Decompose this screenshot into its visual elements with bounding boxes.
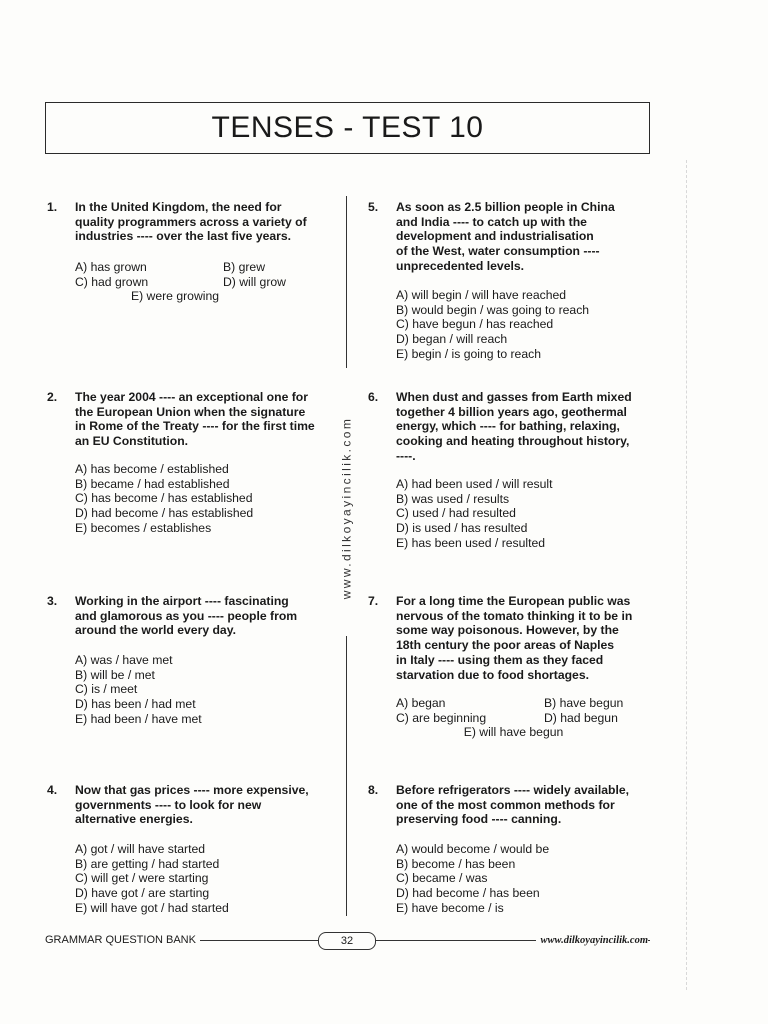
- page-title: TENSES - TEST 10: [211, 111, 484, 144]
- options-grid: [75, 260, 315, 304]
- option-d[interactable]: D) began / will reach: [396, 332, 508, 347]
- footer-book-title: GRAMMAR QUESTION BANK: [45, 934, 200, 946]
- option-d[interactable]: D) is used / has resulted: [396, 521, 528, 536]
- option-d[interactable]: D) had become / has established: [75, 506, 254, 521]
- question-number: 4.: [47, 783, 58, 797]
- page-number: 32: [318, 932, 376, 950]
- options-list: [75, 462, 253, 535]
- option-a[interactable]: A) had been used / will result: [396, 477, 553, 491]
- question-stem: Working in the airport ---- fascinating and glamorous as you ---- people from around the world every day.: [75, 594, 298, 638]
- title-box: [45, 102, 650, 154]
- question-stem: For a long time the European public was nervous of the tomato thinking it to be in some way poisonous. However, by the 18th century the poor areas of Naples in Italy ---- using them as they faced starvation due to food shortages.: [396, 594, 633, 682]
- question-stem: Before refrigerators ---- widely available, one of the most common methods for preserving food ---- canning.: [396, 783, 629, 827]
- option-e[interactable]: E) have become / is: [396, 900, 504, 915]
- option-d[interactable]: D) has been / had met: [75, 697, 196, 712]
- option-a[interactable]: A) got / will have started: [75, 842, 206, 856]
- question-number: 2.: [47, 390, 58, 404]
- option-b[interactable]: B) would begin / was going to reach: [396, 302, 590, 317]
- question-stem: When dust and gasses from Earth mixed together 4 billion years ago, geothermal energy, which ---- for bathing, relaxing, cooking and heating throughout history, ----.: [396, 390, 632, 463]
- option-e[interactable]: E) becomes / establishes: [75, 520, 212, 535]
- question-number: 3.: [47, 594, 58, 608]
- question-number: 6.: [368, 390, 379, 404]
- options-grid: [396, 696, 636, 740]
- question-number: 7.: [368, 594, 379, 608]
- option-e[interactable]: E) has been used / resulted: [396, 535, 546, 550]
- watermark-text: www.dilkoyayincilik.com: [339, 416, 354, 600]
- option-c[interactable]: C) had grown: [75, 274, 149, 289]
- question-stem: The year 2004 ---- an exceptional one for the European Union when the signature in Rome of the Treaty ---- for the first time an EU Constitution.: [75, 390, 315, 449]
- option-c[interactable]: C) have begun / has reached: [396, 317, 554, 332]
- column-divider-bottom: [346, 636, 347, 916]
- option-e[interactable]: E) begin / is going to reach: [396, 346, 541, 361]
- option-a[interactable]: A) will begin / will have reached: [396, 288, 567, 302]
- options-list: [75, 653, 202, 726]
- option-e[interactable]: E) will have got / had started: [75, 900, 229, 915]
- option-a[interactable]: A) has grown: [75, 260, 147, 274]
- question-8: [368, 783, 658, 918]
- option-a[interactable]: A) has become / established: [75, 462, 229, 476]
- option-c[interactable]: C) are beginning: [396, 710, 487, 725]
- scan-edge-line: [686, 160, 687, 990]
- question-4: [47, 783, 337, 918]
- option-d[interactable]: D) had become / has been: [396, 886, 540, 901]
- question-6: [368, 390, 658, 555]
- option-b[interactable]: B) was used / results: [396, 491, 510, 506]
- options-list: [396, 842, 549, 915]
- question-1: [47, 200, 337, 310]
- options-list: [75, 842, 229, 915]
- option-a[interactable]: A) began: [396, 696, 446, 710]
- question-number: 1.: [47, 200, 58, 214]
- option-e[interactable]: E) had been / have met: [75, 711, 202, 726]
- option-a[interactable]: A) was / have met: [75, 653, 173, 667]
- option-b[interactable]: B) grew: [223, 260, 265, 274]
- option-c[interactable]: C) will get / were starting: [75, 871, 209, 886]
- column-divider-top: [346, 196, 347, 368]
- options-list: [396, 288, 589, 361]
- question-number: 5.: [368, 200, 379, 214]
- option-b[interactable]: B) are getting / had started: [75, 856, 220, 871]
- option-a[interactable]: A) would become / would be: [396, 842, 550, 856]
- option-e[interactable]: E) will have begun: [463, 725, 564, 740]
- options-list: [396, 477, 553, 550]
- option-b[interactable]: B) become / has been: [396, 856, 516, 871]
- option-c[interactable]: C) has become / has established: [75, 491, 253, 506]
- question-stem: In the United Kingdom, the need for quality programmers across a variety of industries ---- over the last five years.: [75, 200, 307, 244]
- question-7: [368, 594, 663, 744]
- footer-website[interactable]: www.dilkoyayincilik.com: [536, 935, 648, 946]
- option-c[interactable]: C) is / meet: [75, 682, 138, 697]
- option-b[interactable]: B) became / had established: [75, 476, 230, 491]
- option-c[interactable]: C) became / was: [396, 871, 488, 886]
- question-number: 8.: [368, 783, 379, 797]
- question-5: [368, 200, 658, 365]
- option-e[interactable]: E) were growing: [130, 289, 220, 304]
- option-b[interactable]: B) have begun: [544, 696, 624, 710]
- option-b[interactable]: B) will be / met: [75, 667, 155, 682]
- question-2: [47, 390, 342, 540]
- option-d[interactable]: D) had begun: [544, 710, 618, 725]
- question-stem: Now that gas prices ---- more expensive, governments ---- to look for new alternative energies.: [75, 783, 309, 827]
- question-stem: As soon as 2.5 billion people in China and India ---- to catch up with the development and industrialisation of the West, water consumption ---- unprecedented levels.: [396, 200, 615, 273]
- option-d[interactable]: D) have got / are starting: [75, 886, 210, 901]
- question-3: [47, 594, 337, 729]
- option-d[interactable]: D) will grow: [223, 274, 286, 289]
- option-c[interactable]: C) used / had resulted: [396, 506, 516, 521]
